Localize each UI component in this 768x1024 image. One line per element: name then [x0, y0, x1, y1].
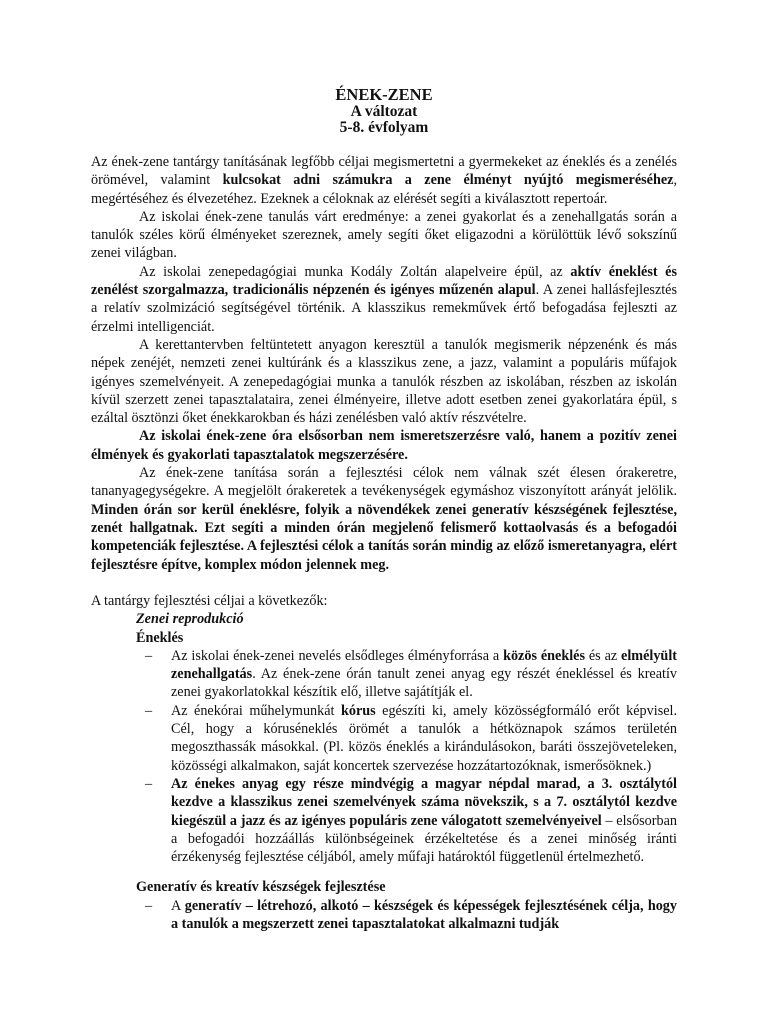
generative-heading: Generatív és kreatív készségek fejlesztése — [136, 879, 386, 896]
text-run: Az iskolai ének-zene tanulás várt eredménye: a zenei gyakorlat és a zenehallgatás során a tanulók széles körű élményeket szereznek, amely segíti őket eligazodni a körülöttük lévő sokszínű zenei világban. — [91, 208, 677, 262]
dash-bullet: – — [145, 702, 153, 719]
bold-text: kórus — [340, 702, 376, 719]
bold-text: Az énekes anyag egy része mindvégig a magyar népdal marad, a 3. osztálytól kezdve a klasszikus zenei szemelvények száma növekszik, s a 7. osztálytól kezdve kiegészül a jazz és az igényes populáris zene válogatott szemelvényeivel — [171, 775, 677, 829]
dash-bullet: – — [145, 647, 153, 664]
bold-text: kulcsokat adni számukra a zene élményt nyújtó megismeréséhez — [222, 172, 674, 189]
text-run: Az ének-zene tanítása során a fejlesztési célok nem válnak szét élesen órakeretre, tananyagegységekre. A megjelölt órakeretek a tevékenységek egymáshoz viszonyított arányát jelölik. — [91, 465, 677, 500]
goals-lead: A tantárgy fejlesztési céljai a következők: — [91, 593, 328, 609]
generative-list — [91, 897, 677, 934]
bold-text: Minden órán sor kerül éneklésre, folyik a növendékek zenei generatív készségének fejlesztése, zenét hallgatnak. Ezt segíti a minden órán megjelenő felismerő kottaolvasás és a befogadói kompetenciák fejlesztése. A fejlesztési célok a tanítás során mindig az előző ismeretanyagra, elért fejlesztésre építve, komplex módon jelennek meg. — [91, 501, 677, 573]
title-block — [0, 86, 768, 136]
paragraph — [91, 208, 677, 263]
text-run: , megértéséhez és élvezetéhez. Ezeknek a céloknak az elérését segíti a kiválasztott repertoár. — [91, 172, 677, 207]
text-run: egészíti ki, amely közösségformáló erőt képvisel. Cél, hogy a kóruséneklés örömét a tanulók a hétköznapok számos területén megoszthassák másokkal. (Pl. közös éneklés a kirándulásokon, baráti összejöveteleken, közösségi alkalmakon, saját koncertek szervezése hozzátartozóknak, ismerősöknek.) — [171, 702, 677, 774]
paragraph — [91, 153, 677, 208]
text-run: és az — [584, 647, 622, 664]
text-run: A — [171, 897, 185, 914]
text-run: Az iskolai ének-zenei nevelés elsődleges élményforrása a — [171, 647, 504, 664]
bold-text: aktív éneklést és zenélést szorgalmazza, tradicionális népzenén és igényes műzenén alapul — [91, 263, 677, 299]
list-item — [91, 702, 677, 775]
bold-text: generatív – létrehozó, alkotó – készségek és képességek fejlesztésének célja, hogy a tanulók a megszerzett zenei tapasztalatokat alkalmazni tudják — [171, 897, 677, 933]
singing-list — [91, 647, 677, 867]
document-title: ÉNEK-ZENE — [335, 85, 433, 104]
paragraph — [91, 427, 677, 464]
variant-label: A változat — [350, 103, 418, 120]
paragraph — [91, 336, 677, 427]
goals-section — [91, 592, 677, 933]
intro-text — [91, 153, 677, 574]
list-item — [91, 647, 677, 702]
text-run: . Az ének-zene órán tanult zenei anyag egy részét énekléssel és kreatív zenei gyakorlatokkal készítik elő, illetve sajátítják el. — [171, 666, 677, 701]
text-run: Az iskolai zenepedagógiai munka Kodály Zoltán alapelveire épül, az — [139, 263, 571, 280]
bold-text: Az iskolai ének-zene óra elsősorban nem ismeretszerzésre való, hanem a pozitív zenei élmények és gyakorlati tapasztalatok megszerzésére. — [91, 428, 677, 463]
grade-label: 5-8. évfolyam — [339, 119, 429, 136]
paragraph — [91, 263, 677, 336]
dash-bullet: – — [145, 775, 153, 792]
list-item — [91, 897, 677, 934]
bold-text: elmélyült zenehallgatás — [171, 647, 677, 683]
paragraph — [91, 464, 677, 574]
text-run: Az énekórai műhelymunkát — [171, 702, 341, 719]
bold-text: közös éneklés — [503, 647, 585, 664]
text-run: . A zenei hallásfejlesztés a relatív szolmizáció segítségével történik. A klasszikus remekművek értő befogadása fejleszti az érzelmi intelligenciát. — [91, 282, 678, 335]
text-run: A kerettantervben feltüntetett anyagon keresztül a tanulók megismerik népzenénk és más népek zenéjét, nemzeti zenei kultúránk és a klasszikus zene, a jazz, valamint a populáris műfajok igényes szemelvényeit. A zenepedagógiai munka a tanulók részben az iskolában, részben az iskolán kívül szerzett zenei tapasztalataira, zenei élményeire, illetve adott esetben zenei gyakorlatára épül, s ezáltal ösztönzi őket énekkarokban és házi zenélésben való aktív részvételre. — [91, 336, 677, 427]
subsection-title: Zenei reprodukció — [136, 611, 244, 628]
text-run: Az ének-zene tantárgy tanításának legfőbb céljai megismertetni a gyermekeket az éneklés és a zenélés örömével, valamint — [91, 154, 677, 189]
singing-heading: Éneklés — [136, 629, 184, 646]
text-run: – elsősorban a befogadói hozzáállás különbségeinek érzékeltetése és a zenei minőség iránti érzékenység fejlesztése céljából, amely műfaji határoktól függetlenül értelmezhető. — [171, 812, 677, 866]
list-item — [91, 775, 677, 866]
dash-bullet: – — [145, 897, 153, 914]
